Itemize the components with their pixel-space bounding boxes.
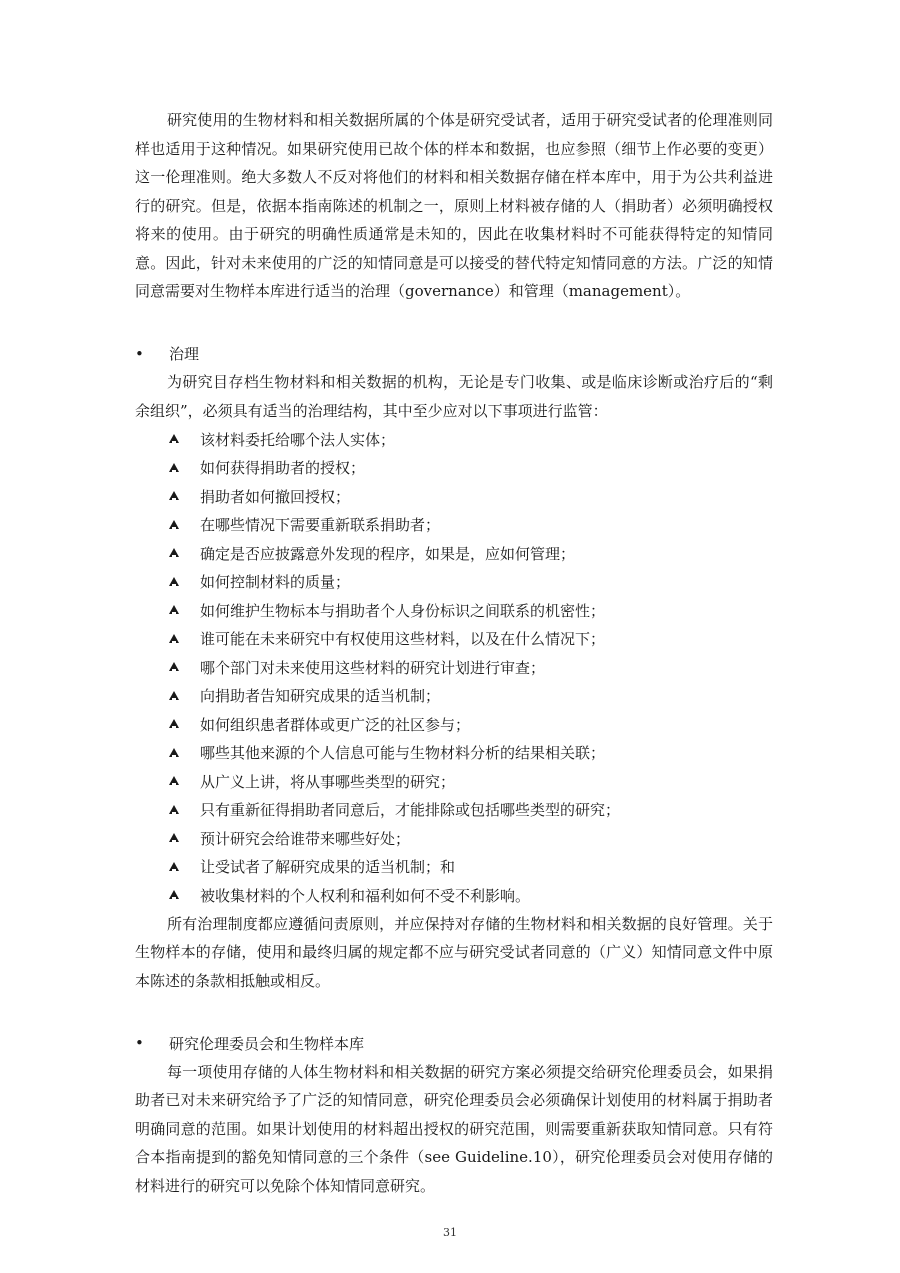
caret-up-icon (167, 546, 200, 560)
list-item: 该材料委托给哪个法人实体； (135, 425, 773, 454)
caret-up-icon (167, 860, 200, 874)
page-number: 31 (443, 1226, 457, 1239)
list-item: 被收集材料的个人权利和福利如何不受不利影响。 (135, 881, 773, 910)
list-item: 在哪些情况下需要重新联系捐助者； (135, 511, 773, 540)
section-heading-text: 研究伦理委员会和生物样本库 (169, 1034, 365, 1053)
ethics-committee-paragraph: 每一项使用存储的人体生物材料和相关数据的研究方案必须提交给研究伦理委员会，如果捐助者已对未来研究给予了广泛的知情同意，研究伦理委员会必须确保计划使用的材料属于捐助者明确同意的范围。如果计划使用的材料超出授权的研究范围，则需要重新获取知情同意。只有符合本指南提到的豁免知情同意的三个条件（see Guideline.10），研究伦理委员会对使用存储的材料进行的研究可以免除个体知情同意研究。 (135, 1062, 773, 1195)
page-content (135, 106, 773, 1200)
caret-up-icon (167, 461, 200, 475)
caret-up-icon (167, 803, 200, 817)
governance-item-list (135, 425, 773, 910)
caret-up-icon (167, 518, 200, 532)
caret-up-icon (167, 660, 200, 674)
list-item: 如何维护生物标本与捐助者个人身份标识之间联系的机密性； (135, 596, 773, 625)
list-item: 如何组织患者群体或更广泛的社区参与； (135, 710, 773, 739)
governance-lead-paragraph: 为研究目存档生物材料和相关数据的机构，无论是专门收集、或是临床诊断或治疗后的“剩余组织”，必须具有适当的治理结构，其中至少应对以下事项进行监管： (135, 373, 773, 420)
list-item: 让受试者了解研究成果的适当机制；和 (135, 853, 773, 882)
list-item: 如何控制材料的质量； (135, 568, 773, 597)
bullet-icon: • (135, 344, 144, 363)
caret-up-icon (167, 746, 200, 760)
list-item: 预计研究会给谁带来哪些好处； (135, 824, 773, 853)
bullet-icon: • (135, 1034, 144, 1053)
list-item: 向捐助者告知研究成果的适当机制； (135, 682, 773, 711)
caret-up-icon (167, 632, 200, 646)
caret-up-icon (167, 689, 200, 703)
caret-up-icon (167, 489, 200, 503)
section-heading-text: 治理 (169, 345, 200, 364)
caret-up-icon (167, 603, 200, 617)
list-item: 确定是否应披露意外发现的程序，如果是，应如何管理； (135, 539, 773, 568)
section-heading-governance (135, 340, 773, 369)
intro-paragraph: 研究使用的生物材料和相关数据所属的个体是研究受试者，适用于研究受试者的伦理准则同样也适用于这种情况。如果研究使用已故个体的样本和数据，也应参照（细节上作必要的变更）这一伦理准则。绝大多数人不反对将他们的材料和相关数据存储在样本库中，用于为公共利益进行的研究。但是，依据本指南陈述的机制之一，原则上材料被存储的人（捐助者）必须明确授权将来的使用。由于研究的明确性质通常是未知的，因此在收集材料时不可能获得特定的知情同意。因此，针对未来使用的广泛的知情同意是可以接受的替代特定知情同意的方法。广泛的知情同意需要对生物样本库进行适当的治理（governance）和管理（management）。 (135, 111, 773, 300)
list-item: 哪些其他来源的个人信息可能与生物材料分析的结果相关联； (135, 739, 773, 768)
caret-up-icon (167, 575, 200, 589)
caret-up-icon (167, 717, 200, 731)
list-item: 谁可能在未来研究中有权使用这些材料，以及在什么情况下； (135, 625, 773, 654)
list-item: 只有重新征得捐助者同意后，才能排除或包括哪些类型的研究； (135, 796, 773, 825)
section-heading-ethics-committee (135, 1029, 773, 1058)
governance-closing-paragraph: 所有治理制度都应遵循问责原则，并应保持对存储的生物材料和相关数据的良好管理。关于生物样本的存储，使用和最终归属的规定都不应与研究受试者同意的（广义）知情同意文件中原本陈述的条款相抵触或相反。 (135, 914, 773, 990)
list-item: 如何获得捐助者的授权； (135, 454, 773, 483)
list-item: 哪个部门对未来使用这些材料的研究计划进行审查； (135, 653, 773, 682)
caret-up-icon (167, 888, 200, 902)
caret-up-icon (167, 432, 200, 446)
caret-up-icon (167, 831, 200, 845)
list-item: 捐助者如何撤回授权； (135, 482, 773, 511)
caret-up-icon (167, 774, 200, 788)
list-item: 从广义上讲，将从事哪些类型的研究； (135, 767, 773, 796)
